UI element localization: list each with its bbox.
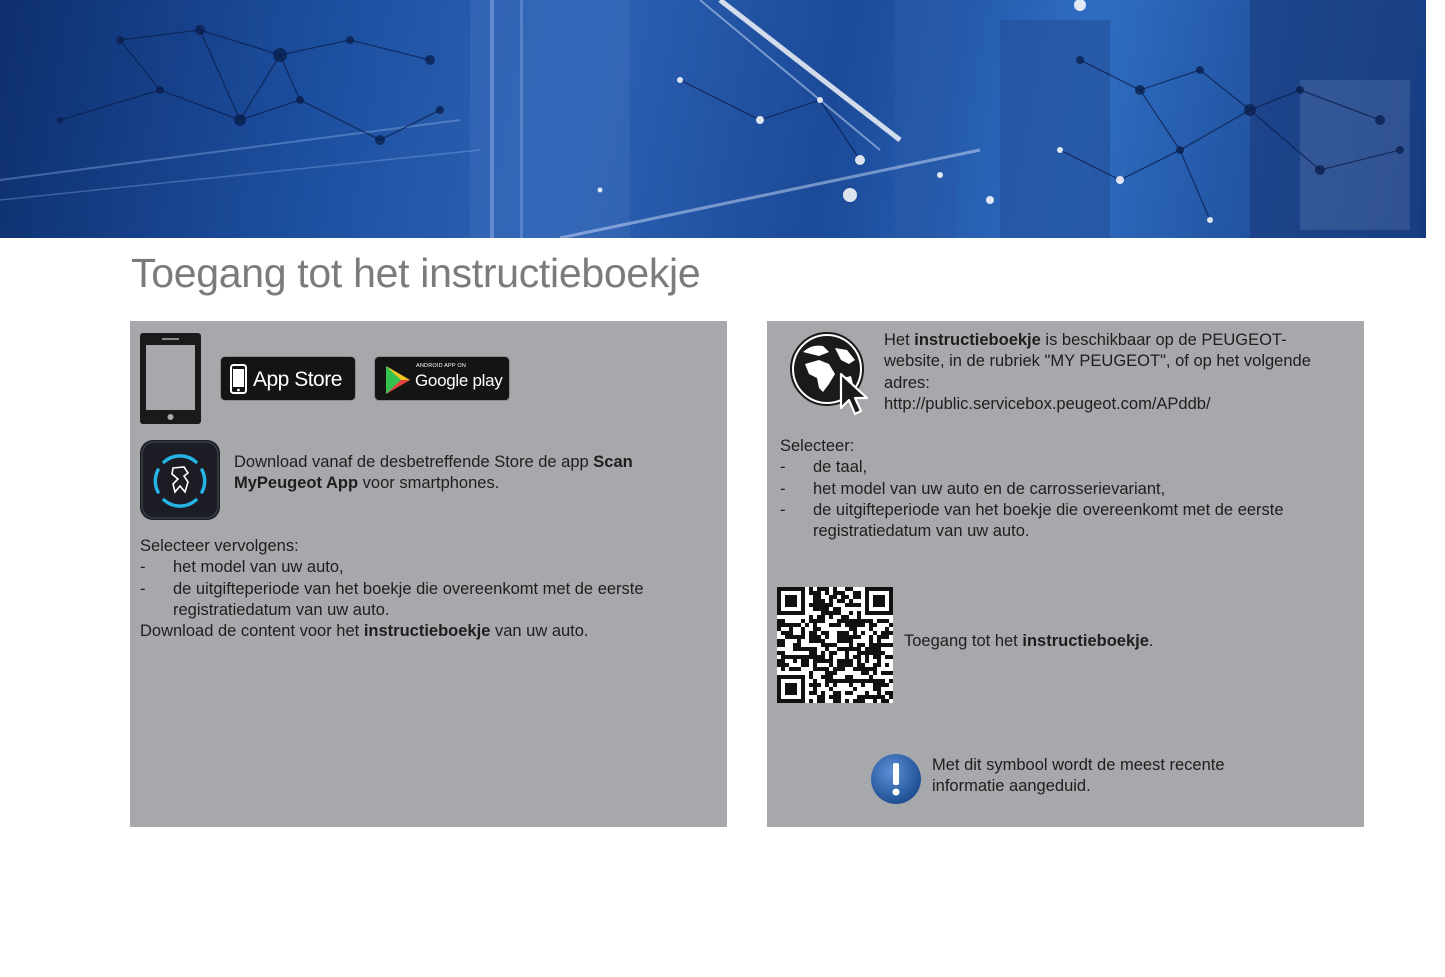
- header-banner-image: [0, 0, 1426, 238]
- google-play-icon: [384, 365, 412, 395]
- list-item: - de taal,: [780, 458, 868, 477]
- list-item: - de uitgifteperiode van het boekje die overeenkomt met de eerste registratiedatum van uw auto.: [780, 500, 1284, 541]
- download-app-text: Download vanaf de desbetreffende Store de app Scan MyPeugeot App voor smartphones.: [234, 453, 633, 493]
- google-play-badge[interactable]: [374, 356, 510, 401]
- list-item: - het model van uw auto en de carrosserievariant,: [780, 479, 1166, 498]
- right-instructions: [780, 436, 1340, 542]
- app-name: Scan MyPeugeot App: [234, 453, 633, 493]
- left-panel-app-access: [130, 321, 727, 827]
- select-heading: Selecteer:: [780, 437, 855, 455]
- app-store-label: App Store: [253, 368, 342, 391]
- app-store-badge[interactable]: [220, 356, 356, 401]
- network-city-illustration: [0, 0, 1426, 238]
- qr-code-icon[interactable]: [777, 587, 893, 703]
- exclamation-icon: [870, 753, 922, 805]
- servicebox-url[interactable]: http://public.servicebox.peugeot.com/APddb/: [884, 394, 1211, 413]
- info-symbol-text: Met dit symbool wordt de meest recente informatie aangeduid.: [932, 756, 1225, 796]
- google-play-small-label: ANDROID APP ON: [416, 363, 467, 369]
- qr-access-text: Toegang tot het instructieboekje.: [904, 632, 1154, 650]
- left-instructions: [140, 536, 710, 642]
- download-content-line: Download de content voor het instructieboekje van uw auto.: [140, 622, 589, 641]
- page-title: Toegang tot het instructieboekje: [131, 250, 701, 296]
- availability-text: Het instructieboekje is beschikbaar op de PEUGEOT-website, in de rubriek "MY PEUGEOT", of op het volgende adres: http://public.servicebox.peugeot.com/APddb/: [884, 331, 1311, 413]
- list-item: - het model van uw auto,: [140, 558, 344, 577]
- tablet-icon: [140, 333, 201, 424]
- globe-cursor-icon: [789, 330, 879, 418]
- list-item: - de uitgifteperiode van het boekje die overeenkomt met de eerste registratiedatum van uw auto.: [140, 579, 644, 619]
- google-play-label: Google play: [415, 371, 503, 390]
- select-heading: Selecteer vervolgens:: [140, 537, 299, 555]
- app-store-icon: [230, 364, 247, 394]
- scan-mypeugeot-app-icon: [140, 440, 220, 520]
- right-panel-web-access: [767, 321, 1364, 827]
